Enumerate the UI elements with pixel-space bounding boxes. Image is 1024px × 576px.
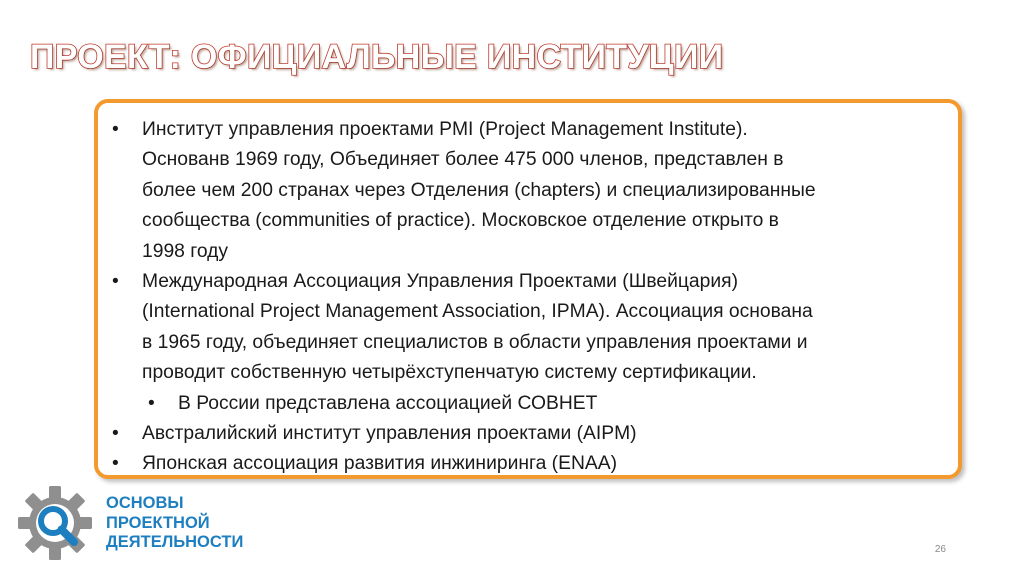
bullet-line: Японская ассоциация развития инжиниринга (ENAA) bbox=[142, 453, 618, 475]
bullet-icon: • bbox=[112, 453, 119, 475]
bullet-line: Международная Ассоциация Управления Проектами (Швейцария) bbox=[142, 271, 739, 293]
bullet-line: (International Project Management Association, IPMA). Ассоциация основана bbox=[142, 301, 813, 323]
bullet-line: Институт управления проектами PMI (Project Management Institute). bbox=[142, 119, 748, 140]
bullet-item-enaa bbox=[112, 449, 948, 479]
course-logo bbox=[16, 484, 276, 564]
gear-magnifier-icon bbox=[16, 484, 94, 562]
bullet-line: более чем 200 странах через Отделения (chapters) и специализированные bbox=[142, 179, 816, 201]
bullet-line: проводит собственную четырёхступенчатую систему сертификации. bbox=[142, 362, 757, 384]
bullet-item-pmi bbox=[112, 115, 948, 267]
logo-text-line: ОСНОВЫ bbox=[106, 494, 184, 512]
bullet-list bbox=[98, 103, 958, 480]
logo-text-line: ДЕЯТЕЛЬНОСТИ bbox=[106, 533, 244, 551]
bullet-line: сообщества (communities of practice). Московское отделение открыто в bbox=[142, 210, 779, 232]
page-number: 26 bbox=[934, 544, 946, 555]
logo-text bbox=[106, 494, 243, 553]
bullet-line: Основанв 1969 году, Объединяет более 475 000 членов, представлен в bbox=[142, 149, 784, 171]
bullet-icon: • bbox=[112, 423, 119, 445]
bullet-line: Австралийский институт управления проектами (AIPM) bbox=[142, 423, 637, 445]
sub-bullet-item-sovnet bbox=[112, 389, 948, 419]
bullet-item-aipm bbox=[112, 419, 948, 449]
content-box bbox=[94, 99, 962, 479]
bullet-line: в 1965 году, объединяет специалистов в области управления проектами и bbox=[142, 331, 808, 353]
bullet-line: В России представлена ассоциацией СОВНЕТ bbox=[178, 392, 598, 414]
bullet-icon: • bbox=[148, 392, 155, 414]
logo-text-line: ПРОЕКТНОЙ bbox=[106, 513, 210, 532]
bullet-item-ipma bbox=[112, 267, 948, 389]
bullet-icon: • bbox=[112, 271, 119, 293]
slide-title: ПРОЕКТ: ОФИЦИАЛЬНЫЕ ИНСТИТУЦИИ bbox=[30, 38, 724, 76]
bullet-line: 1998 году bbox=[142, 240, 229, 262]
bullet-icon: • bbox=[112, 119, 119, 140]
